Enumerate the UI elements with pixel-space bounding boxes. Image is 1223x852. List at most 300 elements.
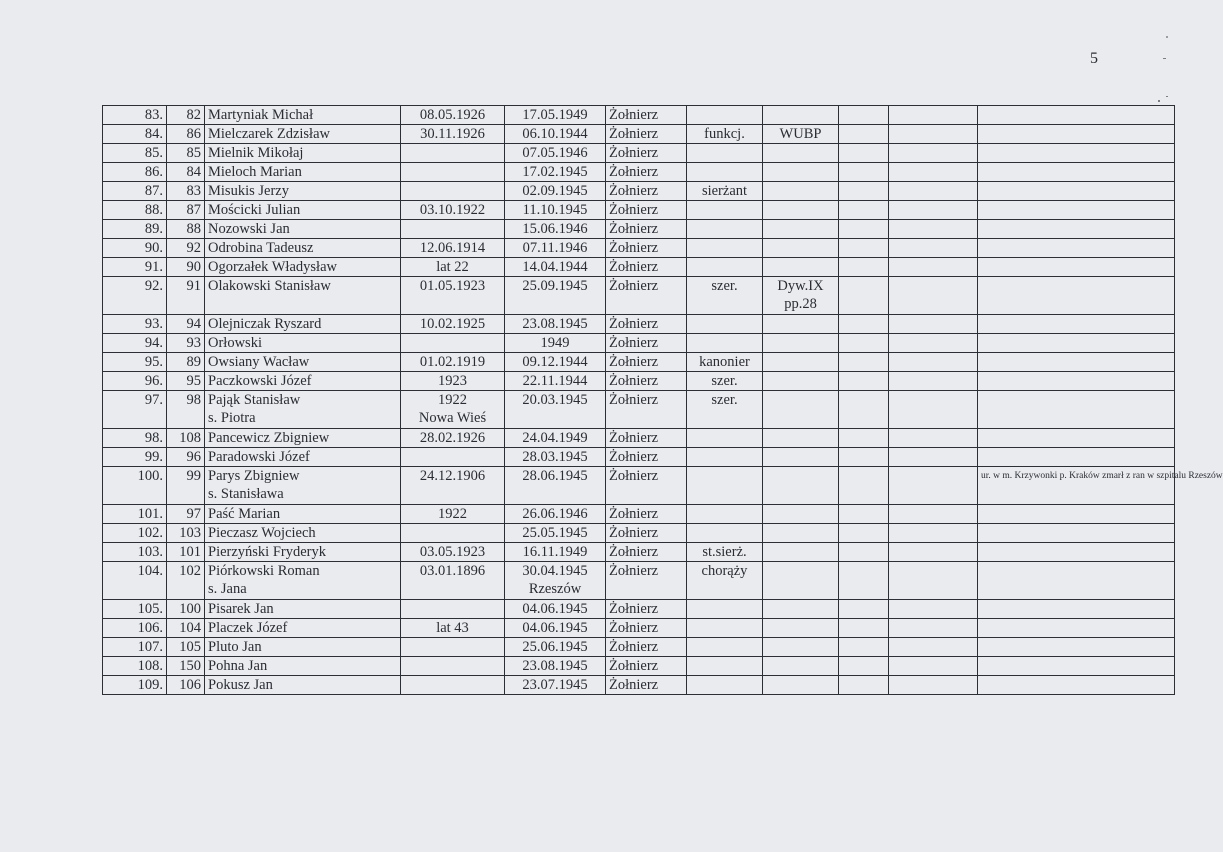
person-name-text: Paradowski Józef bbox=[208, 449, 310, 465]
empty-cell bbox=[839, 372, 889, 391]
record-id bbox=[167, 106, 205, 125]
record-id-text: 150 bbox=[179, 658, 201, 674]
row-number bbox=[103, 315, 167, 334]
status-text: Żołnierz bbox=[609, 316, 659, 332]
birth-date-text: 01.05.1923 bbox=[419, 278, 486, 294]
event-date-line2: Rzeszów bbox=[528, 581, 582, 597]
person-name bbox=[205, 334, 401, 353]
event-date bbox=[505, 524, 606, 543]
notes bbox=[978, 429, 1175, 448]
table-row bbox=[103, 562, 1175, 600]
person-name bbox=[205, 125, 401, 144]
empty-cell bbox=[839, 163, 889, 182]
status-text: Żołnierz bbox=[609, 240, 659, 256]
person-name bbox=[205, 524, 401, 543]
status bbox=[606, 391, 687, 429]
status bbox=[606, 505, 687, 524]
event-date bbox=[505, 600, 606, 619]
event-date-text: 09.12.1944 bbox=[522, 354, 588, 370]
status-text: Żołnierz bbox=[609, 449, 659, 465]
row-number bbox=[103, 353, 167, 372]
row-number-text: 86. bbox=[144, 164, 163, 180]
person-name bbox=[205, 619, 401, 638]
rank bbox=[687, 391, 763, 429]
empty-cell bbox=[839, 277, 889, 315]
notes bbox=[978, 676, 1175, 695]
record-id-text: 97 bbox=[186, 506, 201, 522]
person-name-text: Pancewicz Zbigniew bbox=[208, 430, 330, 446]
row-number bbox=[103, 638, 167, 657]
rank-text: szer. bbox=[711, 373, 738, 389]
empty-cell bbox=[839, 391, 889, 429]
person-name bbox=[205, 657, 401, 676]
event-date-text: 28.06.1945 bbox=[522, 468, 588, 484]
record-id bbox=[167, 657, 205, 676]
birth-date bbox=[401, 182, 505, 201]
table-row bbox=[103, 524, 1175, 543]
notes bbox=[978, 144, 1175, 163]
empty-cell bbox=[839, 543, 889, 562]
row-number bbox=[103, 505, 167, 524]
event-date bbox=[505, 676, 606, 695]
rank-text: sierżant bbox=[701, 183, 748, 199]
rank-text: funkcj. bbox=[704, 126, 745, 142]
status-text: Żołnierz bbox=[609, 601, 659, 617]
record-id bbox=[167, 334, 205, 353]
person-name-text: Nozowski Jan bbox=[208, 221, 290, 237]
record-id bbox=[167, 125, 205, 144]
scan-speck bbox=[1163, 58, 1166, 59]
status bbox=[606, 315, 687, 334]
person-name-text: Martyniak Michał bbox=[208, 107, 314, 123]
row-number-text: 85. bbox=[144, 145, 163, 161]
event-date-text: 23.08.1945 bbox=[522, 316, 588, 332]
status-text: Żołnierz bbox=[609, 525, 659, 541]
record-id bbox=[167, 619, 205, 638]
event-date bbox=[505, 106, 606, 125]
status bbox=[606, 600, 687, 619]
status-text: Żołnierz bbox=[609, 658, 659, 674]
notes bbox=[978, 106, 1175, 125]
status bbox=[606, 676, 687, 695]
row-number-text: 91. bbox=[144, 259, 163, 275]
empty-cell bbox=[889, 125, 978, 144]
person-name bbox=[205, 258, 401, 277]
rank bbox=[687, 277, 763, 315]
person-name bbox=[205, 277, 401, 315]
status-text: Żołnierz bbox=[609, 392, 659, 408]
event-date bbox=[505, 505, 606, 524]
status bbox=[606, 657, 687, 676]
status-text: Żołnierz bbox=[609, 164, 659, 180]
empty-cell bbox=[889, 429, 978, 448]
record-id-text: 89 bbox=[186, 354, 201, 370]
unit bbox=[763, 543, 839, 562]
birth-date bbox=[401, 676, 505, 695]
person-name bbox=[205, 505, 401, 524]
event-date bbox=[505, 125, 606, 144]
birth-date bbox=[401, 106, 505, 125]
status-text: Żołnierz bbox=[609, 468, 659, 484]
row-number-text: 95. bbox=[144, 354, 163, 370]
notes bbox=[978, 524, 1175, 543]
event-date-text: 07.05.1946 bbox=[522, 145, 588, 161]
empty-cell bbox=[889, 391, 978, 429]
person-name bbox=[205, 201, 401, 220]
record-id bbox=[167, 524, 205, 543]
empty-cell bbox=[889, 467, 978, 505]
notes bbox=[978, 562, 1175, 600]
record-id bbox=[167, 315, 205, 334]
event-date-text: 1949 bbox=[540, 335, 570, 351]
empty-cell bbox=[839, 125, 889, 144]
row-number-text: 103. bbox=[137, 544, 163, 560]
record-id bbox=[167, 429, 205, 448]
birth-date bbox=[401, 600, 505, 619]
row-number bbox=[103, 239, 167, 258]
rank bbox=[687, 125, 763, 144]
notes bbox=[978, 201, 1175, 220]
birth-date-text: 1923 bbox=[438, 373, 467, 389]
record-id bbox=[167, 638, 205, 657]
rank bbox=[687, 676, 763, 695]
rank bbox=[687, 524, 763, 543]
status bbox=[606, 448, 687, 467]
rank-text: kanonier bbox=[699, 354, 750, 370]
unit bbox=[763, 619, 839, 638]
person-name-line2: s. Stanisława bbox=[208, 486, 284, 502]
event-date-text: 25.05.1945 bbox=[522, 525, 588, 541]
person-name bbox=[205, 543, 401, 562]
row-number-text: 94. bbox=[144, 335, 163, 351]
row-number bbox=[103, 372, 167, 391]
person-name bbox=[205, 163, 401, 182]
unit bbox=[763, 220, 839, 239]
record-id-text: 86 bbox=[186, 126, 201, 142]
event-date bbox=[505, 562, 606, 600]
birth-date bbox=[401, 201, 505, 220]
table-row bbox=[103, 619, 1175, 638]
notes bbox=[978, 353, 1175, 372]
row-number bbox=[103, 182, 167, 201]
empty-cell bbox=[839, 657, 889, 676]
event-date bbox=[505, 163, 606, 182]
empty-cell bbox=[889, 144, 978, 163]
rank bbox=[687, 239, 763, 258]
record-id-text: 102 bbox=[179, 563, 201, 579]
rank bbox=[687, 144, 763, 163]
birth-date bbox=[401, 467, 505, 505]
status bbox=[606, 638, 687, 657]
birth-date bbox=[401, 163, 505, 182]
status bbox=[606, 429, 687, 448]
birth-date bbox=[401, 334, 505, 353]
table-row bbox=[103, 657, 1175, 676]
event-date-text: 15.06.1946 bbox=[522, 221, 588, 237]
status-text: Żołnierz bbox=[609, 278, 659, 294]
event-date-text: 04.06.1945 bbox=[522, 601, 588, 617]
record-id-text: 83 bbox=[186, 183, 201, 199]
person-name bbox=[205, 429, 401, 448]
notes bbox=[978, 277, 1175, 315]
notes bbox=[978, 182, 1175, 201]
table-row bbox=[103, 220, 1175, 239]
row-number bbox=[103, 144, 167, 163]
unit bbox=[763, 315, 839, 334]
person-name-text: Owsiany Wacław bbox=[208, 354, 310, 370]
status bbox=[606, 619, 687, 638]
empty-cell bbox=[889, 657, 978, 676]
empty-cell bbox=[839, 562, 889, 600]
person-name bbox=[205, 638, 401, 657]
row-number-text: 106. bbox=[137, 620, 163, 636]
table-row bbox=[103, 372, 1175, 391]
unit bbox=[763, 163, 839, 182]
status-text: Żołnierz bbox=[609, 145, 659, 161]
person-name-text: Pająk Stanisław bbox=[208, 392, 301, 408]
event-date bbox=[505, 201, 606, 220]
row-number bbox=[103, 619, 167, 638]
table-row bbox=[103, 676, 1175, 695]
person-name-text: Parys Zbigniew bbox=[208, 468, 300, 484]
record-id bbox=[167, 676, 205, 695]
unit bbox=[763, 676, 839, 695]
person-name-text: Orłowski bbox=[208, 335, 262, 351]
record-id-text: 104 bbox=[179, 620, 201, 636]
record-id-text: 94 bbox=[186, 316, 201, 332]
page-number: 5 bbox=[1090, 50, 1098, 67]
birth-date bbox=[401, 239, 505, 258]
empty-cell bbox=[839, 201, 889, 220]
person-name-text: Mielczarek Zdzisław bbox=[208, 126, 330, 142]
rank bbox=[687, 467, 763, 505]
person-name bbox=[205, 220, 401, 239]
row-number-text: 109. bbox=[137, 677, 163, 693]
birth-date bbox=[401, 505, 505, 524]
birth-date bbox=[401, 543, 505, 562]
table-row bbox=[103, 467, 1175, 505]
person-name bbox=[205, 106, 401, 125]
row-number-text: 93. bbox=[144, 316, 163, 332]
row-number-text: 99. bbox=[144, 449, 163, 465]
birth-date bbox=[401, 315, 505, 334]
table-row bbox=[103, 182, 1175, 201]
unit bbox=[763, 638, 839, 657]
person-name-text: Pierzyński Fryderyk bbox=[208, 544, 326, 560]
empty-cell bbox=[839, 467, 889, 505]
record-id-text: 92 bbox=[186, 240, 201, 256]
rank bbox=[687, 562, 763, 600]
table-row bbox=[103, 638, 1175, 657]
empty-cell bbox=[839, 315, 889, 334]
event-date bbox=[505, 182, 606, 201]
rank-text: st.sierż. bbox=[702, 544, 747, 560]
record-id-text: 98 bbox=[186, 392, 201, 408]
record-id-text: 99 bbox=[186, 468, 201, 484]
notes bbox=[978, 372, 1175, 391]
event-date bbox=[505, 448, 606, 467]
empty-cell bbox=[839, 524, 889, 543]
register-body bbox=[103, 106, 1223, 695]
row-number bbox=[103, 125, 167, 144]
record-id-text: 91 bbox=[186, 278, 201, 294]
birth-date-text: lat 22 bbox=[436, 259, 469, 275]
event-date bbox=[505, 638, 606, 657]
event-date bbox=[505, 277, 606, 315]
notes bbox=[978, 258, 1175, 277]
row-number-text: 88. bbox=[144, 202, 163, 218]
birth-date bbox=[401, 562, 505, 600]
empty-cell bbox=[889, 334, 978, 353]
row-number-text: 97. bbox=[144, 392, 163, 408]
notes-text: ur. w m. Krzywonki p. Kraków zmarł z ran w szpitalu Rzeszów bbox=[981, 471, 1223, 481]
status-text: Żołnierz bbox=[609, 506, 659, 522]
status-text: Żołnierz bbox=[609, 259, 659, 275]
empty-cell bbox=[839, 334, 889, 353]
status bbox=[606, 182, 687, 201]
record-id bbox=[167, 391, 205, 429]
rank bbox=[687, 353, 763, 372]
rank bbox=[687, 258, 763, 277]
birth-date-text: 30.11.1926 bbox=[420, 126, 485, 142]
scan-speck bbox=[1166, 96, 1168, 97]
rank bbox=[687, 315, 763, 334]
empty-cell bbox=[889, 277, 978, 315]
status bbox=[606, 201, 687, 220]
record-id bbox=[167, 467, 205, 505]
status bbox=[606, 125, 687, 144]
empty-cell bbox=[839, 638, 889, 657]
empty-cell bbox=[889, 258, 978, 277]
event-date-text: 30.04.1945 bbox=[522, 563, 588, 579]
event-date-text: 14.04.1944 bbox=[522, 259, 588, 275]
event-date-text: 16.11.1949 bbox=[522, 544, 588, 560]
row-number bbox=[103, 562, 167, 600]
table-row bbox=[103, 258, 1175, 277]
table-row bbox=[103, 429, 1175, 448]
unit bbox=[763, 106, 839, 125]
row-number bbox=[103, 258, 167, 277]
record-id bbox=[167, 543, 205, 562]
record-id-text: 95 bbox=[186, 373, 201, 389]
table-row bbox=[103, 144, 1175, 163]
empty-cell bbox=[889, 543, 978, 562]
birth-date bbox=[401, 638, 505, 657]
birth-date bbox=[401, 372, 505, 391]
birth-date bbox=[401, 277, 505, 315]
rank bbox=[687, 505, 763, 524]
status bbox=[606, 467, 687, 505]
birth-date-text: lat 43 bbox=[436, 620, 469, 636]
record-id-text: 84 bbox=[186, 164, 201, 180]
row-number-text: 101. bbox=[137, 506, 163, 522]
unit bbox=[763, 182, 839, 201]
record-id-text: 88 bbox=[186, 221, 201, 237]
empty-cell bbox=[889, 619, 978, 638]
empty-cell bbox=[839, 505, 889, 524]
table-row bbox=[103, 277, 1175, 315]
row-number-text: 105. bbox=[137, 601, 163, 617]
status-text: Żołnierz bbox=[609, 620, 659, 636]
person-name-text: Olakowski Stanisław bbox=[208, 278, 331, 294]
empty-cell bbox=[889, 163, 978, 182]
status bbox=[606, 106, 687, 125]
status-text: Żołnierz bbox=[609, 430, 659, 446]
event-date-text: 06.10.1944 bbox=[522, 126, 588, 142]
notes bbox=[978, 391, 1175, 429]
person-name-text: Mieloch Marian bbox=[208, 164, 302, 180]
person-name bbox=[205, 467, 401, 505]
empty-cell bbox=[839, 220, 889, 239]
status-text: Żołnierz bbox=[609, 183, 659, 199]
event-date bbox=[505, 334, 606, 353]
birth-date-text: 1922 bbox=[438, 392, 467, 408]
record-id bbox=[167, 144, 205, 163]
record-id bbox=[167, 163, 205, 182]
row-number-text: 96. bbox=[144, 373, 163, 389]
record-id bbox=[167, 182, 205, 201]
status-text: Żołnierz bbox=[609, 354, 659, 370]
person-name-line2: s. Jana bbox=[208, 581, 247, 597]
event-date bbox=[505, 657, 606, 676]
row-number bbox=[103, 600, 167, 619]
event-date bbox=[505, 353, 606, 372]
record-id bbox=[167, 505, 205, 524]
empty-cell bbox=[839, 144, 889, 163]
row-number bbox=[103, 391, 167, 429]
unit bbox=[763, 505, 839, 524]
record-id-text: 105 bbox=[179, 639, 201, 655]
unit bbox=[763, 277, 839, 315]
unit bbox=[763, 201, 839, 220]
row-number bbox=[103, 657, 167, 676]
unit-line2: pp.28 bbox=[784, 296, 817, 312]
status bbox=[606, 543, 687, 562]
person-name bbox=[205, 182, 401, 201]
event-date-text: 24.04.1949 bbox=[522, 430, 588, 446]
row-number bbox=[103, 429, 167, 448]
row-number-text: 87. bbox=[144, 183, 163, 199]
table-row bbox=[103, 334, 1175, 353]
empty-cell bbox=[839, 258, 889, 277]
person-name bbox=[205, 448, 401, 467]
status bbox=[606, 562, 687, 600]
unit bbox=[763, 657, 839, 676]
empty-cell bbox=[839, 353, 889, 372]
event-date-text: 23.08.1945 bbox=[522, 658, 588, 674]
person-name-text: Paść Marian bbox=[208, 506, 281, 522]
record-id bbox=[167, 448, 205, 467]
record-id-text: 101 bbox=[179, 544, 201, 560]
empty-cell bbox=[889, 315, 978, 334]
rank bbox=[687, 182, 763, 201]
scan-speck bbox=[1166, 36, 1168, 38]
notes bbox=[978, 657, 1175, 676]
status bbox=[606, 277, 687, 315]
record-id bbox=[167, 258, 205, 277]
event-date bbox=[505, 543, 606, 562]
event-date-text: 11.10.1945 bbox=[522, 202, 588, 218]
notes bbox=[978, 334, 1175, 353]
person-name-text: Odrobina Tadeusz bbox=[208, 240, 314, 256]
empty-cell bbox=[889, 372, 978, 391]
row-number bbox=[103, 220, 167, 239]
record-id-text: 106 bbox=[179, 677, 201, 693]
status bbox=[606, 334, 687, 353]
table-row bbox=[103, 315, 1175, 334]
record-id bbox=[167, 220, 205, 239]
record-id-text: 103 bbox=[179, 525, 201, 541]
